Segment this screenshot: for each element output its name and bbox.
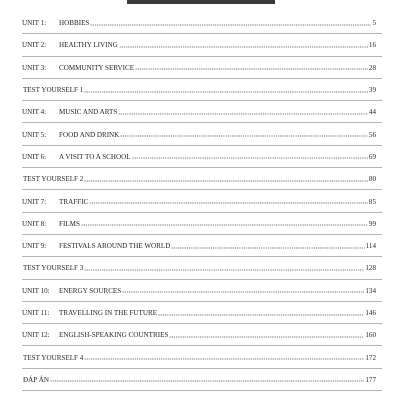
toc-row bbox=[22, 34, 400, 56]
toc-row bbox=[22, 146, 400, 168]
page-number: 16 bbox=[368, 41, 376, 50]
unit-number: UNIT 7: bbox=[22, 197, 47, 206]
dot-leader bbox=[169, 333, 364, 340]
toc-entry bbox=[22, 280, 376, 302]
page-number: 80 bbox=[368, 175, 376, 184]
toc-row bbox=[22, 123, 400, 145]
toc-row bbox=[22, 280, 400, 302]
toc-row bbox=[22, 79, 400, 101]
unit-number: UNIT 11: bbox=[22, 309, 50, 317]
page-number: 146 bbox=[365, 309, 376, 317]
page-number: 114 bbox=[365, 242, 376, 251]
toc-entry bbox=[22, 57, 376, 79]
unit-number: UNIT 9: bbox=[22, 242, 47, 251]
toc-row bbox=[22, 101, 400, 123]
unit-number: UNIT 4: bbox=[22, 108, 47, 117]
dot-leader bbox=[89, 200, 368, 207]
toc-entry bbox=[22, 190, 376, 212]
toc-entry bbox=[22, 34, 376, 56]
page-number: 177 bbox=[365, 375, 376, 384]
toc-entry bbox=[22, 146, 376, 168]
dot-leader bbox=[122, 289, 364, 296]
dot-leader bbox=[84, 177, 368, 184]
dot-leader bbox=[132, 155, 368, 162]
page-number: 39 bbox=[368, 86, 376, 95]
page-number: 69 bbox=[368, 152, 376, 161]
toc-entry bbox=[22, 257, 376, 279]
page-number: 99 bbox=[368, 219, 376, 228]
page-number: 160 bbox=[365, 331, 376, 340]
dot-leader bbox=[50, 378, 364, 385]
table-of-contents bbox=[22, 12, 400, 391]
toc-row bbox=[22, 324, 400, 346]
dot-leader bbox=[81, 222, 368, 229]
entry-title: TRAFFIC bbox=[59, 197, 89, 206]
entry-title: ĐÁP ÁN bbox=[23, 375, 49, 384]
entry-title: FILMS bbox=[59, 219, 80, 228]
toc-entry bbox=[22, 123, 376, 145]
unit-number: UNIT 1: bbox=[22, 19, 47, 28]
unit-number: UNIT 8: bbox=[22, 219, 47, 228]
page-number: 56 bbox=[368, 130, 376, 139]
unit-number: UNIT 5: bbox=[22, 130, 47, 139]
unit-number: UNIT 10: bbox=[22, 286, 50, 295]
toc-row bbox=[22, 12, 400, 34]
dot-leader bbox=[90, 21, 371, 28]
toc-entry bbox=[22, 369, 376, 391]
toc-entry bbox=[22, 213, 376, 235]
unit-number: UNIT 6: bbox=[22, 152, 47, 161]
toc-entry bbox=[22, 168, 376, 190]
toc-row bbox=[22, 369, 400, 391]
toc-entry bbox=[22, 302, 376, 324]
toc-entry bbox=[22, 79, 376, 101]
toc-entry bbox=[22, 346, 376, 368]
row-divider bbox=[22, 390, 382, 391]
page-number: 128 bbox=[365, 264, 376, 273]
entry-title: TEST YOURSELF 3 bbox=[23, 264, 84, 273]
page-number: 5 bbox=[372, 19, 376, 28]
page-number: 172 bbox=[365, 353, 376, 362]
toc-entry bbox=[22, 324, 376, 346]
dot-leader bbox=[84, 266, 364, 273]
dot-leader bbox=[158, 311, 364, 318]
dot-leader bbox=[84, 88, 368, 95]
toc-row bbox=[22, 235, 400, 257]
toc-row bbox=[22, 213, 400, 235]
entry-title: COMMUNITY SERVICE bbox=[59, 63, 135, 72]
entry-title: HEALTHY LIVING bbox=[59, 41, 118, 50]
entry-title: FOOD AND DRINK bbox=[59, 130, 120, 139]
entry-title: FESTIVALS AROUND THE WORLD bbox=[59, 242, 171, 251]
toc-row bbox=[22, 57, 400, 79]
toc-row bbox=[22, 168, 400, 190]
toc-entry bbox=[22, 12, 376, 34]
entry-title: ENERGY SOURCES bbox=[59, 286, 122, 295]
toc-row bbox=[22, 346, 400, 368]
toc-entry bbox=[22, 235, 376, 257]
dot-leader bbox=[135, 66, 368, 73]
unit-number: UNIT 12: bbox=[22, 331, 50, 340]
unit-number: UNIT 2: bbox=[22, 41, 47, 50]
dot-leader bbox=[84, 356, 364, 363]
page-number: 85 bbox=[368, 197, 376, 206]
entry-title: HOBBIES bbox=[59, 19, 90, 28]
dot-leader bbox=[118, 110, 368, 117]
entry-title: TRAVELLING IN THE FUTURE bbox=[59, 309, 158, 317]
toc-row bbox=[22, 190, 400, 212]
unit-number: UNIT 3: bbox=[22, 63, 47, 72]
top-rule bbox=[127, 0, 275, 4]
toc-row bbox=[22, 302, 400, 324]
dot-leader bbox=[171, 244, 364, 251]
entry-title: MUSIC AND ARTS bbox=[59, 108, 118, 117]
entry-title: TEST YOURSELF 4 bbox=[23, 353, 84, 362]
entry-title: A VISIT TO A SCHOOL bbox=[59, 152, 131, 161]
toc-row bbox=[22, 257, 400, 279]
page-number: 28 bbox=[368, 63, 376, 72]
toc-entry bbox=[22, 101, 376, 123]
page-number: 44 bbox=[368, 108, 376, 117]
entry-title: ENGLISH-SPEAKING COUNTRIES bbox=[59, 331, 169, 340]
entry-title: TEST YOURSELF 2 bbox=[23, 175, 84, 184]
page-number: 134 bbox=[365, 286, 376, 295]
dot-leader bbox=[119, 43, 368, 50]
entry-title: TEST YOURSELF 1 bbox=[23, 86, 84, 95]
dot-leader bbox=[120, 133, 368, 140]
